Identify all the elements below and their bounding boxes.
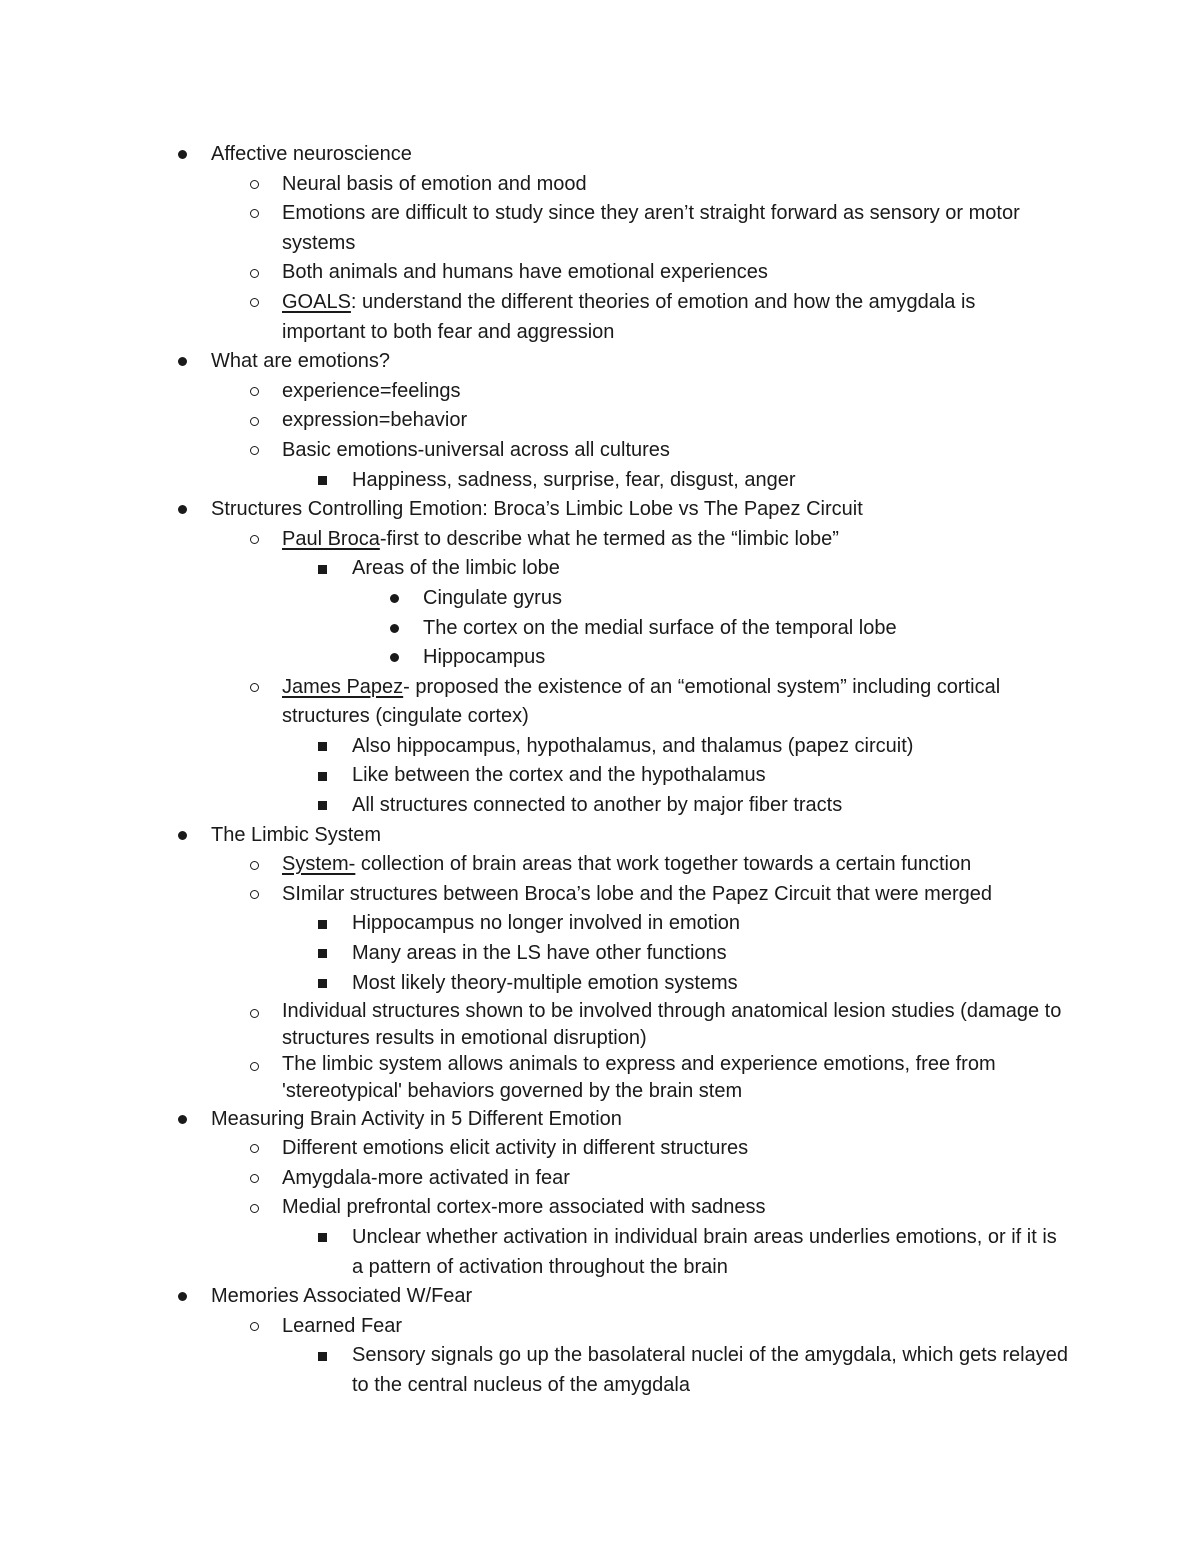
circle-bullet-icon xyxy=(250,1193,259,1223)
circle-bullet-icon xyxy=(250,170,259,200)
item-text: collection of brain areas that work together towards a certain function xyxy=(355,853,972,876)
item-text: The cortex on the medial surface of the temporal lobe xyxy=(423,616,897,639)
item-text: Medial prefrontal cortex-more associated with sadness xyxy=(282,1196,766,1219)
outline-item-text xyxy=(211,347,991,377)
outline-item-text xyxy=(352,466,1072,496)
outline-item xyxy=(0,1312,1200,1342)
item-text: Amygdala-more activated in fear xyxy=(282,1166,570,1189)
outline-item-text xyxy=(282,850,1062,880)
dot-bullet-icon xyxy=(178,495,187,525)
outline-item-text xyxy=(282,1193,1062,1223)
outline-item xyxy=(0,288,1200,347)
circle-bullet-icon xyxy=(250,436,259,466)
item-text: Areas of the limbic lobe xyxy=(352,557,560,580)
item-text: Emotions are difficult to study since they aren’t straight forward as sensory or motor systems xyxy=(282,202,1020,254)
outline-item xyxy=(0,1223,1200,1282)
item-text: Sensory signals go up the basolateral nuclei of the amygdala, which gets relayed to the central nucleus of the amygdala xyxy=(352,1344,1068,1396)
circle-bullet-icon xyxy=(250,1164,259,1194)
outline-item xyxy=(0,406,1200,436)
circle-bullet-icon xyxy=(250,850,259,880)
outline-item-text xyxy=(282,1312,1062,1342)
item-text: Most likely theory-multiple emotion systems xyxy=(352,971,738,994)
item-text: Different emotions elicit activity in different structures xyxy=(282,1137,749,1160)
item-text: Basic emotions-universal across all cultures xyxy=(282,438,670,461)
item-text: Learned Fear xyxy=(282,1314,403,1337)
outline-item-text xyxy=(282,1051,1062,1104)
item-text: SImilar structures between Broca’s lobe and the Papez Circuit that were merged xyxy=(282,882,992,905)
dot-bullet-icon xyxy=(390,584,399,614)
outline-item xyxy=(0,909,1200,939)
item-text: Cingulate gyrus xyxy=(423,586,562,609)
outline-item xyxy=(0,199,1200,258)
circle-bullet-icon xyxy=(250,377,259,407)
outline-item xyxy=(0,969,1200,999)
underlined-term: GOALS xyxy=(282,290,351,313)
item-text: Neural basis of emotion and mood xyxy=(282,172,587,195)
square-bullet-icon xyxy=(318,761,327,791)
item-text: The Limbic System xyxy=(211,823,382,846)
outline-item-text xyxy=(282,406,1062,436)
outline-item-text xyxy=(282,1134,1062,1164)
item-text: Memories Associated W/Fear xyxy=(211,1285,473,1308)
outline-item xyxy=(0,732,1200,762)
outline-item-text xyxy=(423,643,1200,673)
item-text: Happiness, sadness, surprise, fear, disgust, anger xyxy=(352,468,796,491)
circle-bullet-icon xyxy=(250,673,259,703)
underlined-term: System- xyxy=(282,853,356,876)
item-text: Affective neuroscience xyxy=(211,143,412,165)
item-text: Both animals and humans have emotional experiences xyxy=(282,261,768,284)
dot-bullet-icon xyxy=(178,140,187,170)
square-bullet-icon xyxy=(318,969,327,999)
outline-item xyxy=(0,170,1200,200)
outline-item xyxy=(0,1164,1200,1194)
outline-item-text xyxy=(282,199,1062,258)
outline-item-text xyxy=(282,258,1062,288)
square-bullet-icon xyxy=(318,732,327,762)
outline-item xyxy=(0,258,1200,288)
outline-item xyxy=(0,791,1200,821)
circle-bullet-icon xyxy=(250,880,259,910)
outline-item xyxy=(0,1105,1200,1135)
circle-bullet-icon xyxy=(250,525,259,555)
outline-item xyxy=(0,880,1200,910)
outline-item-text xyxy=(282,525,1062,555)
circle-bullet-icon xyxy=(250,1134,259,1164)
dot-bullet-icon xyxy=(390,643,399,673)
square-bullet-icon xyxy=(318,791,327,821)
square-bullet-icon xyxy=(318,1341,327,1371)
outline-item xyxy=(0,347,1200,377)
outline-item-text xyxy=(352,732,1072,762)
outline-item xyxy=(0,466,1200,496)
outline-item-text xyxy=(352,909,1072,939)
underlined-term: Paul Broca xyxy=(282,527,380,550)
dot-bullet-icon xyxy=(178,821,187,851)
item-text: experience=feelings xyxy=(282,379,461,402)
outline-item xyxy=(0,614,1200,644)
outline-item xyxy=(0,761,1200,791)
item-text: -first to describe what he termed as the “limbic lobe” xyxy=(379,527,839,550)
outline-item xyxy=(0,140,1200,170)
circle-bullet-icon xyxy=(250,998,259,1028)
outline-item xyxy=(0,998,1200,1051)
circle-bullet-icon xyxy=(250,1051,259,1081)
outline-item xyxy=(0,673,1200,732)
outline-item xyxy=(0,525,1200,555)
outline-item-text xyxy=(423,584,1200,614)
outline-item xyxy=(0,821,1200,851)
outline-item-text xyxy=(352,969,1072,999)
item-text: Unclear whether activation in individual brain areas underlies emotions, or if it is a pattern of activation throughout the brain xyxy=(352,1225,1057,1278)
outline-item xyxy=(0,1282,1200,1312)
circle-bullet-icon xyxy=(250,288,259,318)
item-text: Measuring Brain Activity in 5 Different Emotion xyxy=(211,1107,622,1130)
outline-item xyxy=(0,1051,1200,1104)
item-text: - proposed the existence of an “emotional system” including cortical structures (cingulate cortex) xyxy=(282,675,1001,728)
dot-bullet-icon xyxy=(178,1282,187,1312)
outline-item-text xyxy=(352,761,1072,791)
outline-item xyxy=(0,643,1200,673)
outline-item-text xyxy=(352,791,1072,821)
outline-item-text xyxy=(282,377,1062,407)
outline-item-text xyxy=(282,170,1062,200)
outline-item xyxy=(0,1134,1200,1164)
outline-item xyxy=(0,436,1200,466)
item-text: expression=behavior xyxy=(282,409,468,432)
outline-item xyxy=(0,495,1200,525)
square-bullet-icon xyxy=(318,466,327,496)
item-text: Hippocampus no longer involved in emotion xyxy=(352,912,741,935)
underlined-term: James Papez xyxy=(282,675,404,698)
item-text: Hippocampus xyxy=(423,646,546,669)
item-text: What are emotions? xyxy=(211,350,390,373)
circle-bullet-icon xyxy=(250,406,259,436)
square-bullet-icon xyxy=(318,554,327,584)
outline-item-text xyxy=(282,880,1062,910)
outline-item-text xyxy=(352,554,1072,584)
outline-item xyxy=(0,850,1200,880)
dot-bullet-icon xyxy=(178,347,187,377)
outline-item-text xyxy=(282,673,1062,732)
square-bullet-icon xyxy=(318,909,327,939)
outline-item-text xyxy=(211,495,991,525)
circle-bullet-icon xyxy=(250,258,259,288)
outline-item-text xyxy=(352,1223,1072,1282)
outline-item-text xyxy=(352,1341,1072,1400)
outline-item xyxy=(0,554,1200,584)
dot-bullet-icon xyxy=(178,1105,187,1135)
item-text: Many areas in the LS have other functions xyxy=(352,942,727,965)
dot-bullet-icon xyxy=(390,614,399,644)
outline-item-text xyxy=(211,821,991,851)
outline-item-text xyxy=(211,1282,991,1312)
item-text: Also hippocampus, hypothalamus, and thalamus (papez circuit) xyxy=(352,734,914,757)
outline-item xyxy=(0,939,1200,969)
outline-item-text xyxy=(423,614,1200,644)
outline-item-text xyxy=(282,436,1062,466)
outline-item-text xyxy=(282,998,1062,1051)
item-text: Individual structures shown to be involved through anatomical lesion studies (damage to structures results in emotional disruption) xyxy=(282,1000,1062,1049)
document-page xyxy=(0,140,1200,1401)
square-bullet-icon xyxy=(318,939,327,969)
outline-item-text xyxy=(211,140,991,170)
outline-item-text xyxy=(282,1164,1062,1194)
outline-item xyxy=(0,377,1200,407)
item-text: Structures Controlling Emotion: Broca’s Limbic Lobe vs The Papez Circuit xyxy=(211,498,863,521)
item-text: Like between the cortex and the hypothalamus xyxy=(352,764,766,787)
circle-bullet-icon xyxy=(250,199,259,229)
circle-bullet-icon xyxy=(250,1312,259,1342)
outline-item-text xyxy=(352,939,1072,969)
outline-item-text xyxy=(282,288,1062,347)
outline-item xyxy=(0,1341,1200,1400)
outline-item xyxy=(0,584,1200,614)
item-text: The limbic system allows animals to express and experience emotions, free from 'stereotypical' behaviors governed by the brain stem xyxy=(282,1053,996,1102)
outline-item-text xyxy=(211,1105,991,1135)
item-text: : understand the different theories of emotion and how the amygdala is important to both fear and aggression xyxy=(282,290,976,343)
outline-item xyxy=(0,1193,1200,1223)
item-text: All structures connected to another by major fiber tracts xyxy=(352,794,843,817)
square-bullet-icon xyxy=(318,1223,327,1253)
